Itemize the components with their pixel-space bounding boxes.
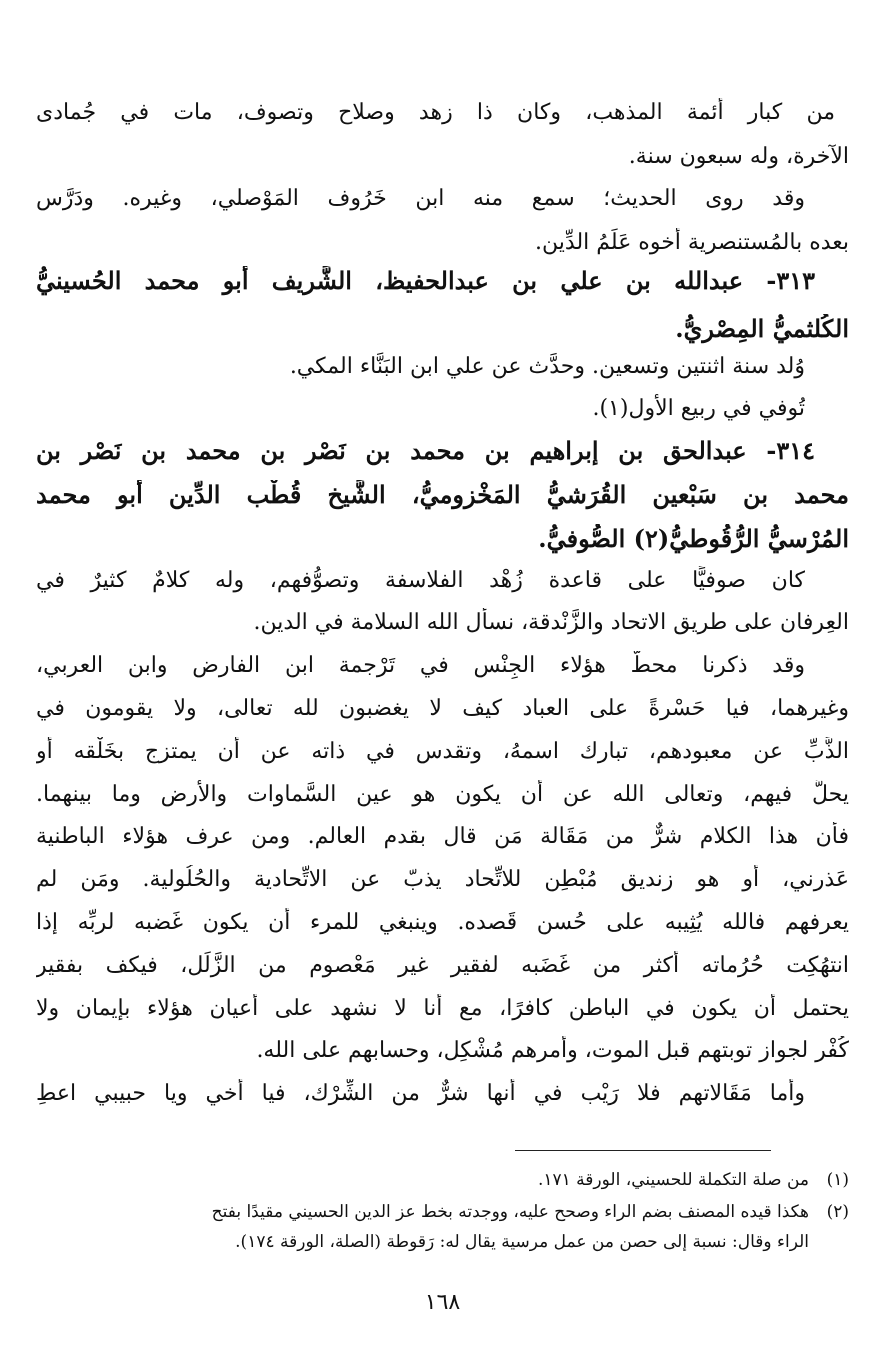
body-line: بعده بالمُستنصرية أخوه عَلَمُ الدِّين. <box>535 230 849 255</box>
footnote-separator <box>515 1150 771 1151</box>
footnote-2-cont <box>36 1230 809 1254</box>
entry-heading-314: ٣١٤- عبدالحق بن إبراهيم بن محمد بن نَصْر بن محمد بن نَصْر بن <box>36 436 815 465</box>
body-line: وقد ذكرنا محطَّ هؤلاء الجِنْس في تَرْجمة ابن الفارض وابن العربي، <box>36 653 805 678</box>
page-number: ١٦٨ <box>424 1290 461 1315</box>
body-line: كُفْر لجواز توبتهم قبل الموت، وأمرهم مُشْكِل، وحسابهم على الله. <box>256 1038 849 1063</box>
body-line: وغيرهما، فيا حَسْرةً على العباد كيف لا يغضبون لله تعالى، ولا يقومون في <box>36 696 849 721</box>
footnote-text: هكذا قيده المصنف بضم الراء وصحح عليه، ووجدته بخط عز الدين الحسيني مقيدًا بفتح <box>211 1202 809 1222</box>
footnote-number: (٢) <box>826 1202 849 1222</box>
entry-heading-313: ٣١٣- عبدالله بن علي بن عبدالحفيظ، الشَّريف أبو محمد الحُسينيُّ <box>36 266 815 295</box>
footnote-text: الراء وقال: نسبة إلى حصن من عمل مرسية يقال له: رَقوطة (الصلة، الورقة ١٧٤). <box>235 1232 809 1252</box>
body-line: وُلد سنة اثنتين وتسعين. وحدَّث عن علي ابن البَنَّاء المكي. <box>289 354 805 379</box>
body-line: يعرفهم فالله يُثِيبه على حُسن قَصده. وينبغي للمرء أن يكون غَضبه لربِّه إذا <box>36 910 849 935</box>
body-line: وقد روى الحديث؛ سمع منه ابن خَرُوف المَوْصلي، وغيره. ودَرَّس <box>36 186 805 211</box>
footnote-number: (١) <box>826 1170 849 1190</box>
body-line: الذَّبِّ عن معبودهم، تبارك اسمهُ، وتقدس في ذاته عن أن يمتزج بخَلْقه أو <box>36 739 849 764</box>
body-line: كان صوفيًّا على قاعدة زُهْد الفلاسفة وتصوُّفهم، وله كلامٌ كثيرٌ في <box>36 568 805 593</box>
body-line: من كبار أئمة المذهب، وكان ذا زهد وصلاح وتصوف، مات في جُمادى <box>36 100 835 125</box>
body-line: يحتمل أن يكون في الباطن كافرًا، مع أنا لا نشهد على أعيان هؤلاء بإيمان ولا <box>36 996 849 1021</box>
footnote-text: من صلة التكملة للحسيني، الورقة ١٧١. <box>537 1170 809 1190</box>
entry-heading-314-cont: المُرْسيُّ الرُّقُوطيُّ(٢) الصُّوفيُّ. <box>538 524 849 553</box>
body-line: العِرفان على طريق الاتحاد والزَّنْدقة، نسأل الله السلامة في الدين. <box>253 610 849 635</box>
body-line: تُوفي في ربيع الأول(١). <box>592 396 805 421</box>
footnote-1 <box>36 1168 849 1192</box>
body-line: يحلَّ فيهم، وتعالى الله عن أن يكون هو عين السَّماوات والأرض وما بينهما. <box>36 782 849 807</box>
body-line: فأن هذا الكلام شرٌّ من مَقَالة مَن قال بقدم العالم. ومن عرف هؤلاء الباطنية <box>36 824 849 849</box>
body-line: وأما مَقَالاتهم فلا رَيْب في أنها شرٌّ من الشِّرْك، فيا أخي ويا حبيبي اعطِ <box>36 1081 805 1106</box>
entry-heading-314-cont: محمد بن سَبْعين القُرَشيُّ المَخْزوميُّ، الشَّيخ قُطْب الدِّين أبو محمد <box>36 480 849 509</box>
entry-heading-313-cont: الكُلثميُّ المِصْريُّ. <box>675 314 849 343</box>
body-line: الآخرة، وله سبعون سنة. <box>628 144 849 169</box>
footnote-2 <box>36 1200 849 1224</box>
body-line: انتهُكِت حُرُماته أكثر من غَضَبه لفقير غير مَعْصوم من الزَّلَل، فيكف بفقير <box>36 953 849 978</box>
body-line: عَذرني، أو هو زنديق مُبْطِن للاتِّحاد يذبّ عن الاتِّحادية والحُلُولية. ومَن لم <box>36 867 849 892</box>
